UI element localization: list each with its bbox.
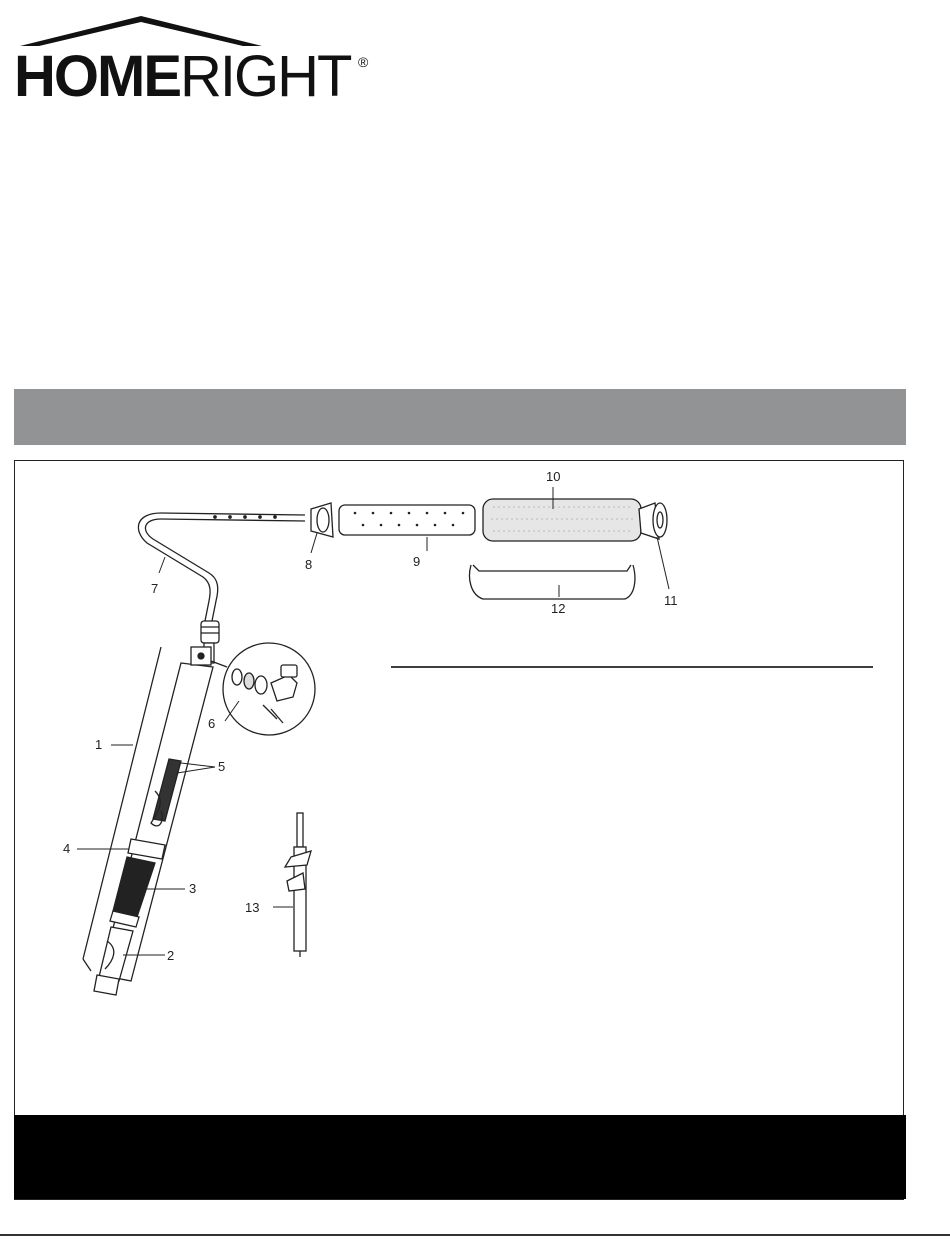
splash-shield-drawing <box>470 565 635 599</box>
logo-bold-part: HOME <box>14 44 180 109</box>
registered-mark: ® <box>358 54 369 70</box>
page-bottom-rule <box>0 1234 950 1236</box>
callout-8: 8 <box>305 557 313 572</box>
callout-6: 6 <box>208 716 216 731</box>
callout-1: 1 <box>95 737 103 752</box>
callout-7: 7 <box>151 581 159 596</box>
callout-9: 9 <box>413 554 421 569</box>
extension-pole-drawing <box>285 813 311 957</box>
roller-cover-drawing <box>483 499 641 541</box>
callout-3: 3 <box>189 881 197 896</box>
callout-11: 11 <box>664 593 678 608</box>
footer-band <box>14 1115 906 1199</box>
callout-10: 10 <box>546 469 561 484</box>
logo-wordmark <box>14 44 351 109</box>
parts-diagram <box>14 460 904 1200</box>
end-cap-right-drawing <box>639 503 667 539</box>
end-cap-left-drawing <box>311 503 333 537</box>
callout-13: 13 <box>245 900 260 915</box>
callout-12: 12 <box>551 601 566 616</box>
callout-4: 4 <box>63 841 71 856</box>
feed-pipe-drawing <box>138 513 305 663</box>
brand-logo <box>14 14 374 109</box>
logo-light-part: RIGHT <box>180 44 351 109</box>
callout-2: 2 <box>167 948 175 963</box>
callout-5: 5 <box>218 759 226 774</box>
section-header-band <box>14 389 906 445</box>
parts-diagram-drawing <box>15 461 903 1199</box>
handle-tube-drawing <box>83 647 216 981</box>
perforated-core-drawing <box>339 505 475 535</box>
valve-detail-drawing <box>211 643 315 735</box>
